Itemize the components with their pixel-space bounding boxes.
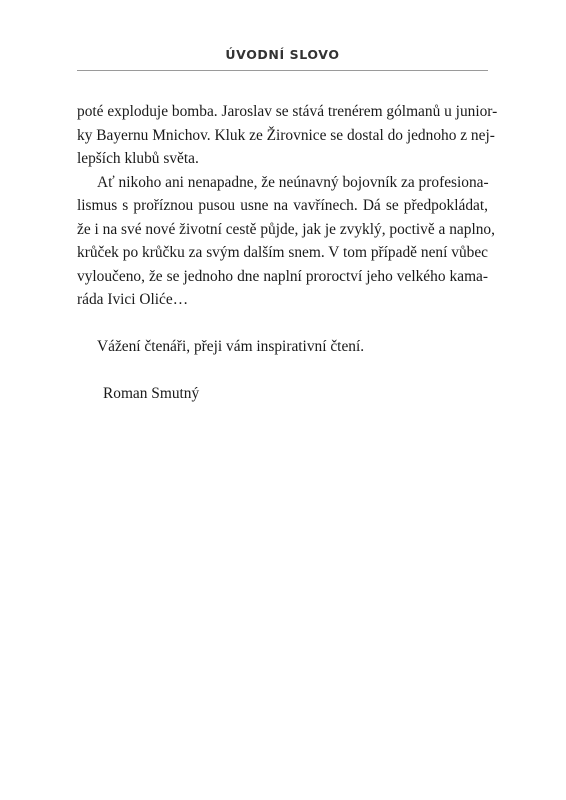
paragraph-line: krůček po krůčku za svým dalším snem. V tom případě není vůbec — [77, 244, 488, 261]
signature: Roman Smutný — [103, 385, 200, 402]
paragraph-line: Ať nikoho ani nenapadne, že neúnavný bojovník za profesiona- — [97, 173, 489, 191]
paragraph-line: lismus s proříznou pusou usne na vavřínech. Dá se předpokládat, — [77, 197, 488, 214]
paragraph-line: vyloučeno, že se jednoho dne naplní proroctví jeho velkého kama- — [77, 267, 488, 285]
spacer — [77, 359, 488, 383]
paragraph-1 — [77, 100, 498, 171]
running-head: ÚVODNÍ SLOVO — [225, 47, 340, 62]
paragraph-line: lepších klubů světa. — [77, 150, 199, 167]
header-rule — [77, 70, 488, 71]
body-text — [77, 100, 498, 406]
greeting: Vážení čtenáři, přeji vám inspirativní čtení. — [97, 338, 365, 355]
paragraph-2 — [77, 171, 495, 312]
paragraph-line: ky Bayernu Mnichov. Kluk ze Žirovnice se dostal do jednoho z nej- — [77, 126, 495, 144]
paragraph-line: ráda Ivici Oliće… — [77, 291, 189, 308]
paragraph-line: poté exploduje bomba. Jaroslav se stává trenérem gólmanů u junior- — [77, 103, 498, 120]
paragraph-line: že i na své nové životní cestě půjde, jak je zvyklý, poctivě a naplno, — [77, 220, 495, 238]
spacer — [77, 312, 488, 336]
